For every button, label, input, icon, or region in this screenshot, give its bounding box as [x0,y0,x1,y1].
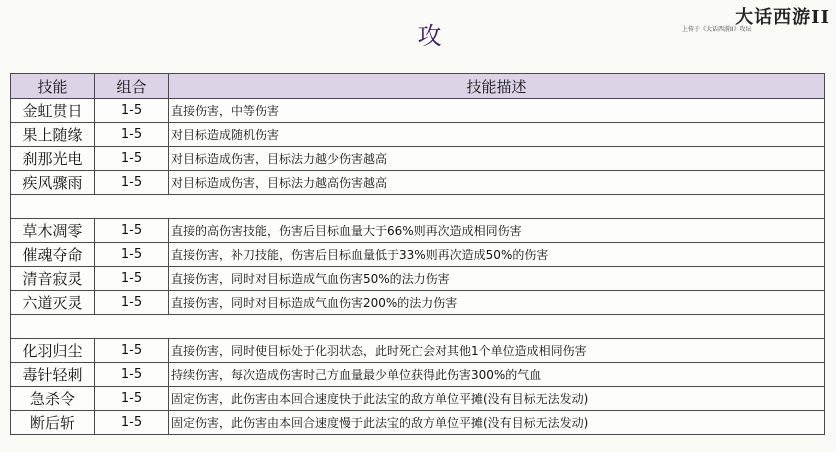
table-row [11,339,825,363]
skill-name: 催魂夺命 [11,243,95,267]
skill-name: 刹那光电 [11,147,95,171]
header-skill: 技能 [11,74,95,99]
skill-combo: 1-5 [95,387,169,411]
skill-description: 持续伤害，每次造成伤害时己方血量最少单位获得此伤害300%的气血 [169,363,825,387]
table-row [11,411,825,435]
skill-combo: 1-5 [95,411,169,435]
group-separator-row [11,195,825,219]
skill-name: 化羽归尘 [11,339,95,363]
separator-cell [11,315,825,339]
skill-name: 断后斩 [11,411,95,435]
table-row [11,387,825,411]
skill-combo: 1-5 [95,99,169,123]
skill-name: 急杀令 [11,387,95,411]
skill-name: 果上随缘 [11,123,95,147]
skill-combo: 1-5 [95,363,169,387]
logo-caption: 上传于《大话西游II》攻坛 [682,26,752,33]
table-header-row [11,74,825,99]
table-row [11,219,825,243]
separator-cell [11,195,825,219]
skill-description: 固定伤害，此伤害由本回合速度慢于此法宝的敌方单位平摊(没有目标无法发动) [169,411,825,435]
logo-brand-text: 大话西游II [735,7,830,28]
game-logo [680,8,830,38]
page-title: 攻 [417,22,443,50]
header-combo: 组合 [95,74,169,99]
skill-combo: 1-5 [95,291,169,315]
skill-description: 直接伤害，同时使目标处于化羽状态，此时死亡会对其他1个单位造成相同伤害 [169,339,825,363]
skill-description: 对目标造成随机伤害 [169,123,825,147]
table-row [11,243,825,267]
table-row [11,267,825,291]
skill-name: 草木凋零 [11,219,95,243]
skill-name: 毒针轻刺 [11,363,95,387]
table-row [11,147,825,171]
skill-description: 固定伤害，此伤害由本回合速度快于此法宝的敌方单位平摊(没有目标无法发动) [169,387,825,411]
skill-name: 疾风骤雨 [11,171,95,195]
skill-name: 清音寂灵 [11,267,95,291]
skill-description: 直接伤害，中等伤害 [169,99,825,123]
skill-combo: 1-5 [95,339,169,363]
table-row [11,123,825,147]
skill-combo: 1-5 [95,219,169,243]
skill-description: 直接的高伤害技能，伤害后目标血量大于66%则再次造成相同伤害 [169,219,825,243]
skill-name: 六道灭灵 [11,291,95,315]
table-row [11,363,825,387]
skill-combo: 1-5 [95,171,169,195]
skill-combo: 1-5 [95,123,169,147]
skill-combo: 1-5 [95,243,169,267]
table-row [11,291,825,315]
skill-description: 直接伤害，补刀技能，伤害后目标血量低于33%则再次造成50%的伤害 [169,243,825,267]
table-row [11,99,825,123]
skill-description: 对目标造成伤害，目标法力越高伤害越高 [169,171,825,195]
skill-combo: 1-5 [95,147,169,171]
table-row [11,171,825,195]
skill-description: 直接伤害，同时对目标造成气血伤害200%的法力伤害 [169,291,825,315]
header-description: 技能描述 [169,74,825,99]
group-separator-row [11,315,825,339]
skill-name: 金虹贯日 [11,99,95,123]
skill-table [10,73,825,435]
skill-combo: 1-5 [95,267,169,291]
skill-description: 对目标造成伤害，目标法力越少伤害越高 [169,147,825,171]
skill-description: 直接伤害，同时对目标造成气血伤害50%的法力伤害 [169,267,825,291]
